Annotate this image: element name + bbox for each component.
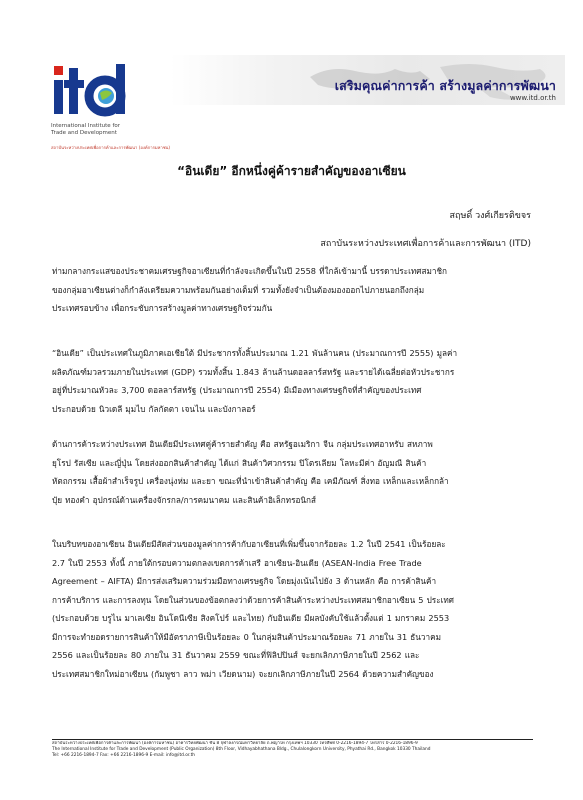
paragraph-line: ประเทศรอบข้าง เพื่อกระชับการสร้างมูลค่าทางเศรษฐกิจร่วมกัน: [52, 303, 273, 313]
article-author: สฤษดิ์ วงศ์เกียรติขจร: [449, 211, 531, 221]
paragraph-line: อยู่ที่ประมาณหัวละ 3,700 ดอลลาร์สหรัฐ (ประมาณการปี 2554) มีเมืองทางเศรษฐกิจที่สำคัญของประเทศ: [52, 385, 422, 395]
article-affiliation: สถาบันระหว่างประเทศเพื่อการค้าและการพัฒนา (ITD): [320, 239, 531, 249]
paragraph-line: ผลิตภัณฑ์มวลรวมภายในประเทศ (GDP) รวมทั้งสิ้น 1.843 ล้านล้านดอลลาร์สหรัฐ และรายได้เฉลี่ยต่อหัวประชากร: [52, 366, 455, 377]
footer-divider: [52, 739, 533, 740]
paragraph-line: ประเทศสมาชิกใหม่อาเซียน (กัมพูชา ลาว พม่า เวียดนาม) จะยกเลิกภาษีภายในปี 2564 ด้วยความสำคัญของ: [52, 668, 434, 679]
paragraph-line: ด้านการค้าระหว่างประเทศ อินเดียมีประเทศคู่ค้ารายสำคัญ คือ สหรัฐอเมริกา จีน กลุ่มประเทศอาหรับ สหภาพ: [52, 439, 433, 449]
paragraph-india-profile: [52, 344, 533, 418]
paragraph-asean-context: [52, 535, 533, 683]
article-title: “อินเดีย” อีกหนึ่งคู่ค้ารายสำคัญของอาเซียน: [177, 164, 406, 178]
paragraph-line: มีการจะทำยอดรายการสินค้าให้มีอัตราภาษีเป็นร้อยละ 0 ในกลุ่มสินค้าประมาณร้อยละ 71 ภายใน 31 ธันวาคม: [52, 631, 441, 642]
logo-subtitle: [51, 123, 120, 136]
logo-subtitle-line: Trade and Development: [51, 129, 117, 136]
paragraph-line: ปุ๋ย ทองคำ อุปกรณ์ด้านเครื่องจักรกล/การคมนาคม และสินค้าอิเล็กทรอนิกส์: [52, 494, 316, 505]
paragraph-intro: [52, 262, 533, 318]
footer-line: The International Institute for Trade and Development (Public Organization) 8th Floor, Vidhayabhathana Bldg., Chulalongkorn University, Phyathai Rd., Bangkok 10330 Thailand: [52, 747, 431, 753]
logo-caption: สถาบันระหว่างประเทศเพื่อการค้าและการพัฒนา (องค์การมหาชน): [51, 145, 171, 150]
paragraph-line: 2556 และเป็นร้อยละ 80 ภายใน 31 ธันวาคม 2559 ขณะที่ฟิลิปปินส์ จะยกเลิกภาษีภายในปี 2562 และ: [52, 650, 420, 660]
logo-subtitle-line: International Institute for: [51, 123, 121, 129]
paragraph-line: Agreement – AIFTA) มีการส่งเสริมความร่วมมือทางเศรษฐกิจ โดยมุ่งเน้นไปยัง 3 ด้านหลัก คือ การค้าสินค้า: [52, 576, 437, 586]
header-slogan: เสริมคุณค่าการค้า สร้างมูลค่าการพัฒนา: [334, 78, 556, 93]
page-footer: [52, 741, 533, 760]
paragraph-line: 2.7 ในปี 2553 ทั้งนี้ ภายใต้กรอบความตกลงเขตการค้าเสรี อาเซียน-อินเดีย (ASEAN-India Free Trade: [52, 557, 422, 568]
footer-line: สถาบันระหว่างประเทศเพื่อการค้าและการพัฒนา (องค์การมหาชน) อาคารวิทยพัฒนา ชั้น 8 จุฬาลงกรณ์มหาวิทยาลัย ถ.พญาไท กรุงเทพฯ 10330 โทรศัพท์ 0-2216-1894-7 โทรสาร 0-2216-1896-9: [52, 741, 418, 746]
footer-line: Tel: +66 2216-1894-7 Fax: +66 2216-1896-9 E-mail: info@itd.or.th: [52, 753, 196, 759]
paragraph-line: หัตถกรรม เสื้อผ้าสำเร็จรูป เครื่องนุ่งห่ม และยา ขณะที่นำเข้าสินค้าสำคัญ คือ เคมีภัณฑ์ สิ่งทอ เหล็กและเหล็กกล้า: [52, 476, 449, 486]
paragraph-line: ท่ามกลางกระแสของประชาคมเศรษฐกิจอาเซียนที่กำลังจะเกิดขึ้นในปี 2558 ที่ใกล้เข้ามานี้ บรรดาประเทศสมาชิก: [52, 266, 447, 276]
paragraph-line: ในบริบทของอาเซียน อินเดียมีสัดส่วนของมูลค่าการค้ากับอาเซียนที่เพิ่มขึ้นจากร้อยละ 1.2 ในปี 2541 เป็นร้อยละ: [52, 539, 446, 549]
paragraph-line: การค้าบริการ และการลงทุน โดยในส่วนของข้อตกลงว่าด้วยการค้าสินค้าระหว่างประเทศสมาชิกอาเซียน 5 ประเทศ: [52, 594, 454, 605]
paragraph-line: “อินเดีย” เป็นประเทศในภูมิภาคเอเชียใต้ มีประชากรทั้งสิ้นประมาณ 1.21 พันล้านคน (ประมาณการปี 2555) มูลค่า: [52, 348, 458, 358]
paragraph-trade: [52, 435, 533, 509]
paragraph-line: (ประกอบด้วย บรูไน มาเลเซีย อินโดนีเซีย สิงคโปร์ และไทย) กับอินเดีย มีผลบังคับใช้แล้วตั้งแต่ 1 มกราคม 2553: [52, 613, 450, 623]
paragraph-line: ของกลุ่มอาเซียนต่างก็กำลังเตรียมความพร้อมกันอย่างเต็มที่ รวมทั้งยังจำเป็นต้องมองออกไปภายนอกถึงกลุ่ม: [52, 284, 425, 295]
paragraph-line: ประกอบด้วย นิวเดลี มุมไบ กัลกัตตา เจนไน และบังกาลอร์: [52, 403, 256, 414]
paragraph-line: ยุโรป รัสเซีย และญี่ปุ่น โดยส่งออกสินค้าสำคัญ ได้แก่ สินค้าวิศวกรรม ปิโตรเลียม โลหะมีค่า อัญมณี สินค้า: [52, 457, 427, 468]
header-url: www.itd.or.th: [509, 94, 556, 102]
